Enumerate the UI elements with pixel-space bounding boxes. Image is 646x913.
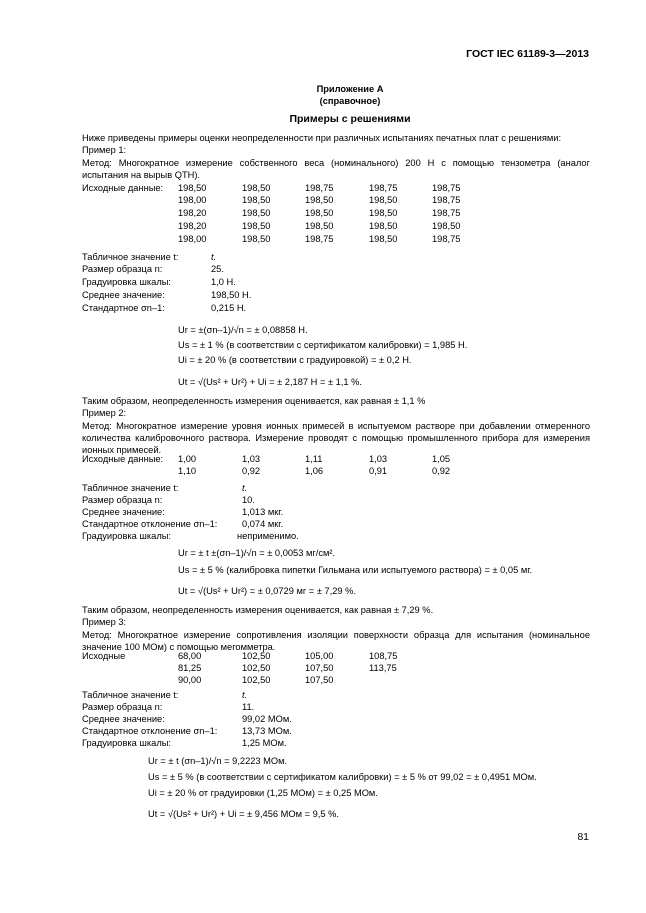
- formula: Ut = √(Us² + Ur²) + Ui = ± 9,456 МОм = 9,5 %.: [148, 809, 339, 819]
- formula: Us = ± 5 % (калибровка пипетки Гильмана или испытуемого раствора) = ± 0,05 мг.: [178, 565, 533, 575]
- formula: Ur = ±(σn–1)/√n = ± 0,08858 Н.: [178, 325, 308, 335]
- example-1-conclusion: Таким образом, неопределенность измерения оценивается, как равная ± 1,1 %: [82, 396, 426, 406]
- example-1-method: Метод: Многократное измерение собственного веса (номинального) 200 Н с помощью тензометра (аналог испытания на вырыв QTH).: [82, 158, 590, 181]
- param-row: Табличное значение t: t.: [82, 252, 217, 262]
- param-row: Стандартное отклонение σn–1: 0,074 мкг.: [82, 519, 284, 529]
- document-header: ГОСТ IEC 61189-3—2013: [466, 48, 589, 60]
- formula: Us = ± 1 % (в соответствии с сертификатом калибровки) = 1,985 Н.: [178, 340, 468, 350]
- table-row: 198,00 198,50 198,75 198,50 198,75: [178, 234, 461, 244]
- formula: Ur = ± t ±(σn–1)/√n = ± 0,0053 мг/см².: [178, 548, 336, 558]
- formula: Ui = ± 20 % (в соответствии с градуировкой) = ± 0,2 Н.: [178, 355, 412, 365]
- page-number: 81: [577, 831, 589, 843]
- param-row: Среднее значение: 198,50 Н.: [82, 290, 252, 300]
- param-row: Табличное значение t: t.: [82, 483, 248, 493]
- param-row: Стандартное отклонение σn–1: 13,73 МОм.: [82, 726, 292, 736]
- table-row: 198,20 198,50 198,50 198,50 198,75: [178, 208, 461, 218]
- param-row: Размер образца n: 25.: [82, 264, 224, 274]
- param-row: Градуировка шкалы: 1,0 Н.: [82, 277, 236, 287]
- example-3-data-label: Исходные: [82, 651, 126, 661]
- example-1-label: Пример 1:: [82, 145, 127, 155]
- example-3-label: Пример 3:: [82, 617, 127, 627]
- table-row: 81,25 102,50 107,50 113,75: [178, 663, 397, 673]
- table-row: 68,00 102,50 105,00 108,75: [178, 651, 398, 661]
- param-row: Градуировка шкалы: 1,25 МОм.: [82, 738, 287, 748]
- table-row: 198,50 198,50 198,75 198,75 198,75: [178, 183, 461, 193]
- table-row: 1,10 0,92 1,06 0,91 0,92: [178, 466, 451, 476]
- appendix-title: Приложение А: [316, 84, 384, 94]
- table-row: 198,20 198,50 198,50 198,50 198,50: [178, 221, 461, 231]
- param-row: Среднее значение: 1,013 мкг.: [82, 507, 284, 517]
- param-row: Стандартное σn–1: 0,215 Н.: [82, 303, 247, 313]
- param-row: Размер образца n: 11.: [82, 702, 255, 712]
- example-2-data-label: Исходные данные:: [82, 454, 164, 464]
- param-row: Градуировка шкалы: неприменимо.: [82, 531, 299, 541]
- appendix-heading: Примеры с решениями: [289, 113, 411, 125]
- table-row: 198,00 198,50 198,50 198,50 198,75: [178, 195, 461, 205]
- formula: Ui = ± 20 % от градуировки (1,25 МОм) = ± 0,25 МОм.: [148, 788, 378, 798]
- formula: Us = ± 5 % (в соответствии с сертификатом калибровки) = ± 5 % от 99,02 = ± 0,4951 МОм.: [148, 772, 537, 782]
- example-2-method: Метод: Многократное измерение уровня ионных примесей в испытуемом растворе при добавлении отмеренного количества калибровочного раствора. Измерение проводят с помощью промышленного прибора для измерения ионных примесей.: [82, 421, 590, 456]
- intro-text: Ниже приведены примеры оценки неопределенности при различных испытаниях печатных плат с решениями:: [82, 133, 562, 143]
- table-row: 90,00 102,50 107,50: [178, 675, 334, 685]
- appendix-subtitle: (справочное): [319, 96, 381, 106]
- example-1-data-label: Исходные данные:: [82, 183, 164, 193]
- formula: Ur = ± t (σn–1)/√n = 9,2223 МОм.: [148, 756, 288, 766]
- table-row: 1,00 1,03 1,11 1,03 1,05: [178, 454, 451, 464]
- example-2-conclusion: Таким образом, неопределенность измерения оценивается, как равная ± 7,29 %.: [82, 605, 434, 615]
- example-2-label: Пример 2:: [82, 408, 127, 418]
- param-row: Табличное значение t: t.: [82, 690, 248, 700]
- param-row: Размер образца n: 10.: [82, 495, 255, 505]
- example-3-method: Метод: Многократное измерение сопротивления изоляции поверхности образца для испытания (номинальное значение 100 МОм) с помощью мегомметра.: [82, 630, 590, 653]
- formula: Ut = √(Us² + Ur²) + Ui = ± 2,187 Н = ± 1,1 %.: [178, 377, 362, 387]
- param-row: Среднее значение: 99,02 МОм.: [82, 714, 292, 724]
- formula: Ut = √(Us² + Ur²) = ± 0,0729 мг = ± 7,29 %.: [178, 586, 357, 596]
